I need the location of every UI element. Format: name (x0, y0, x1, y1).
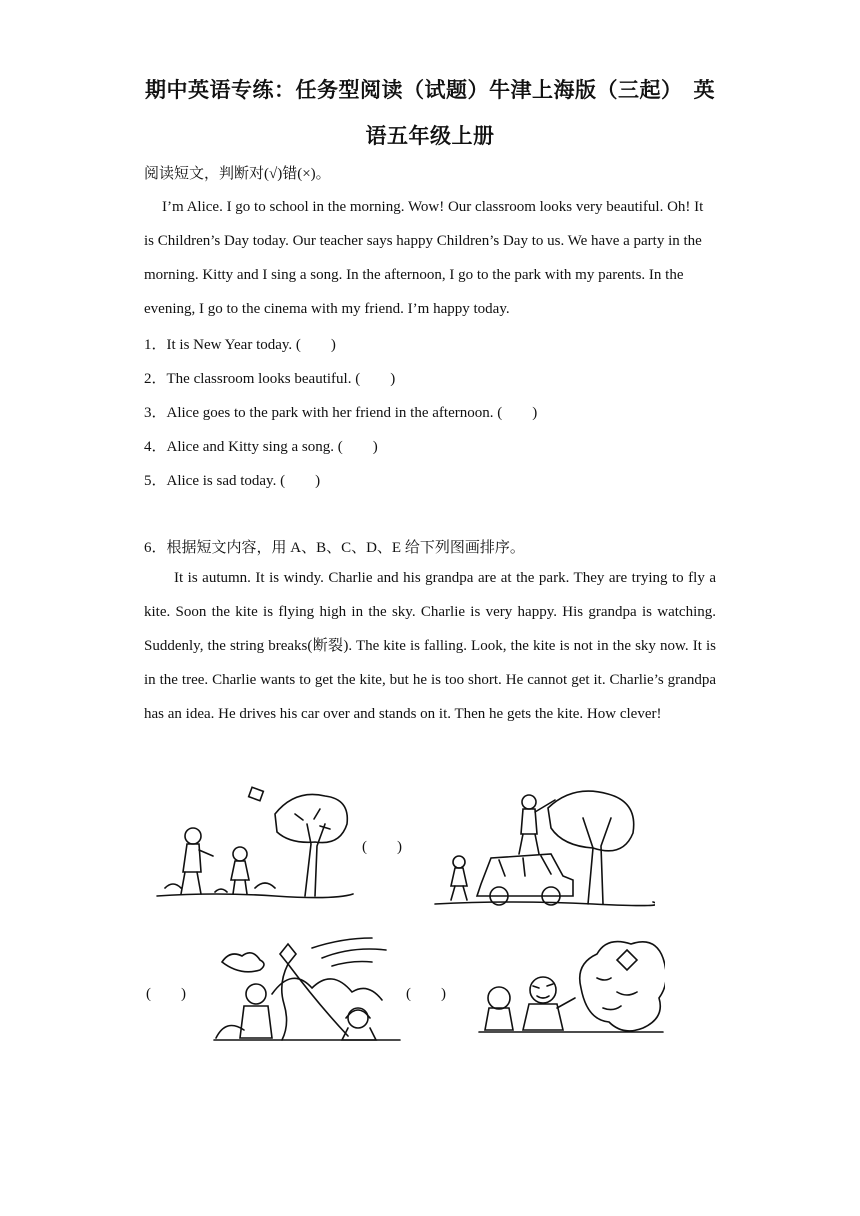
picture-kite-flying (212, 934, 402, 1042)
question-3: 3．Alice goes to the park with her friend in the afternoon. ( ) (144, 405, 538, 421)
section1-passage: I’m Alice. I go to school in the morning. Wow! Our classroom looks very beautiful. Oh! It is Children’s Day today. Our teacher says happy Children’s Day to us. We have a party in the morning. Kitty and I sing a song. In the afternoon, I go to the park with my parents. In the evening, I go to the cinema with my friend. I’m happy today. (144, 199, 704, 317)
picture-kite-in-tree (155, 784, 355, 902)
order-blank-2[interactable]: ( ) (146, 986, 186, 1002)
question-2: 2．The classroom looks beautiful. ( ) (144, 371, 396, 387)
section1-instruction: 阅读短文，判断对(√)错(×)。 (144, 166, 331, 182)
section2-passage: It is autumn. It is windy. Charlie and his grandpa are at the park. They are trying to fly a kite. Soon the kite is flying high in the sky. Charlie is very happy. His grandpa is watching. Suddenly, the string breaks(断裂). The kite is falling. Look, the kite is not in the sky now. It is in the tree. Charlie wants to get the kite, but he is too short. He cannot get it. Charlie’s grandpa has an idea. He drives his car over and stands on it. Then he gets the kite. How clever! (144, 570, 716, 722)
picture-kite-stuck (477, 938, 665, 1036)
page-title-line-2: 语五年级上册 (365, 124, 495, 148)
order-blank-3[interactable]: ( ) (406, 986, 446, 1002)
question-5: 5．Alice is sad today. ( ) (144, 473, 321, 489)
order-blank-1[interactable]: ( ) (362, 839, 402, 855)
section2-instruction: 6．根据短文内容，用 A、B、C、D、E 给下列图画排序。 (144, 540, 525, 556)
question-4: 4．Alice and Kitty sing a song. ( ) (144, 439, 378, 455)
picture-grandpa-on-car (433, 788, 655, 910)
question-1: 1．It is New Year today. ( ) (144, 337, 336, 353)
page-title-line-1: 期中英语专练：任务型阅读（试题）牛津上海版（三起） 英 (145, 78, 715, 102)
